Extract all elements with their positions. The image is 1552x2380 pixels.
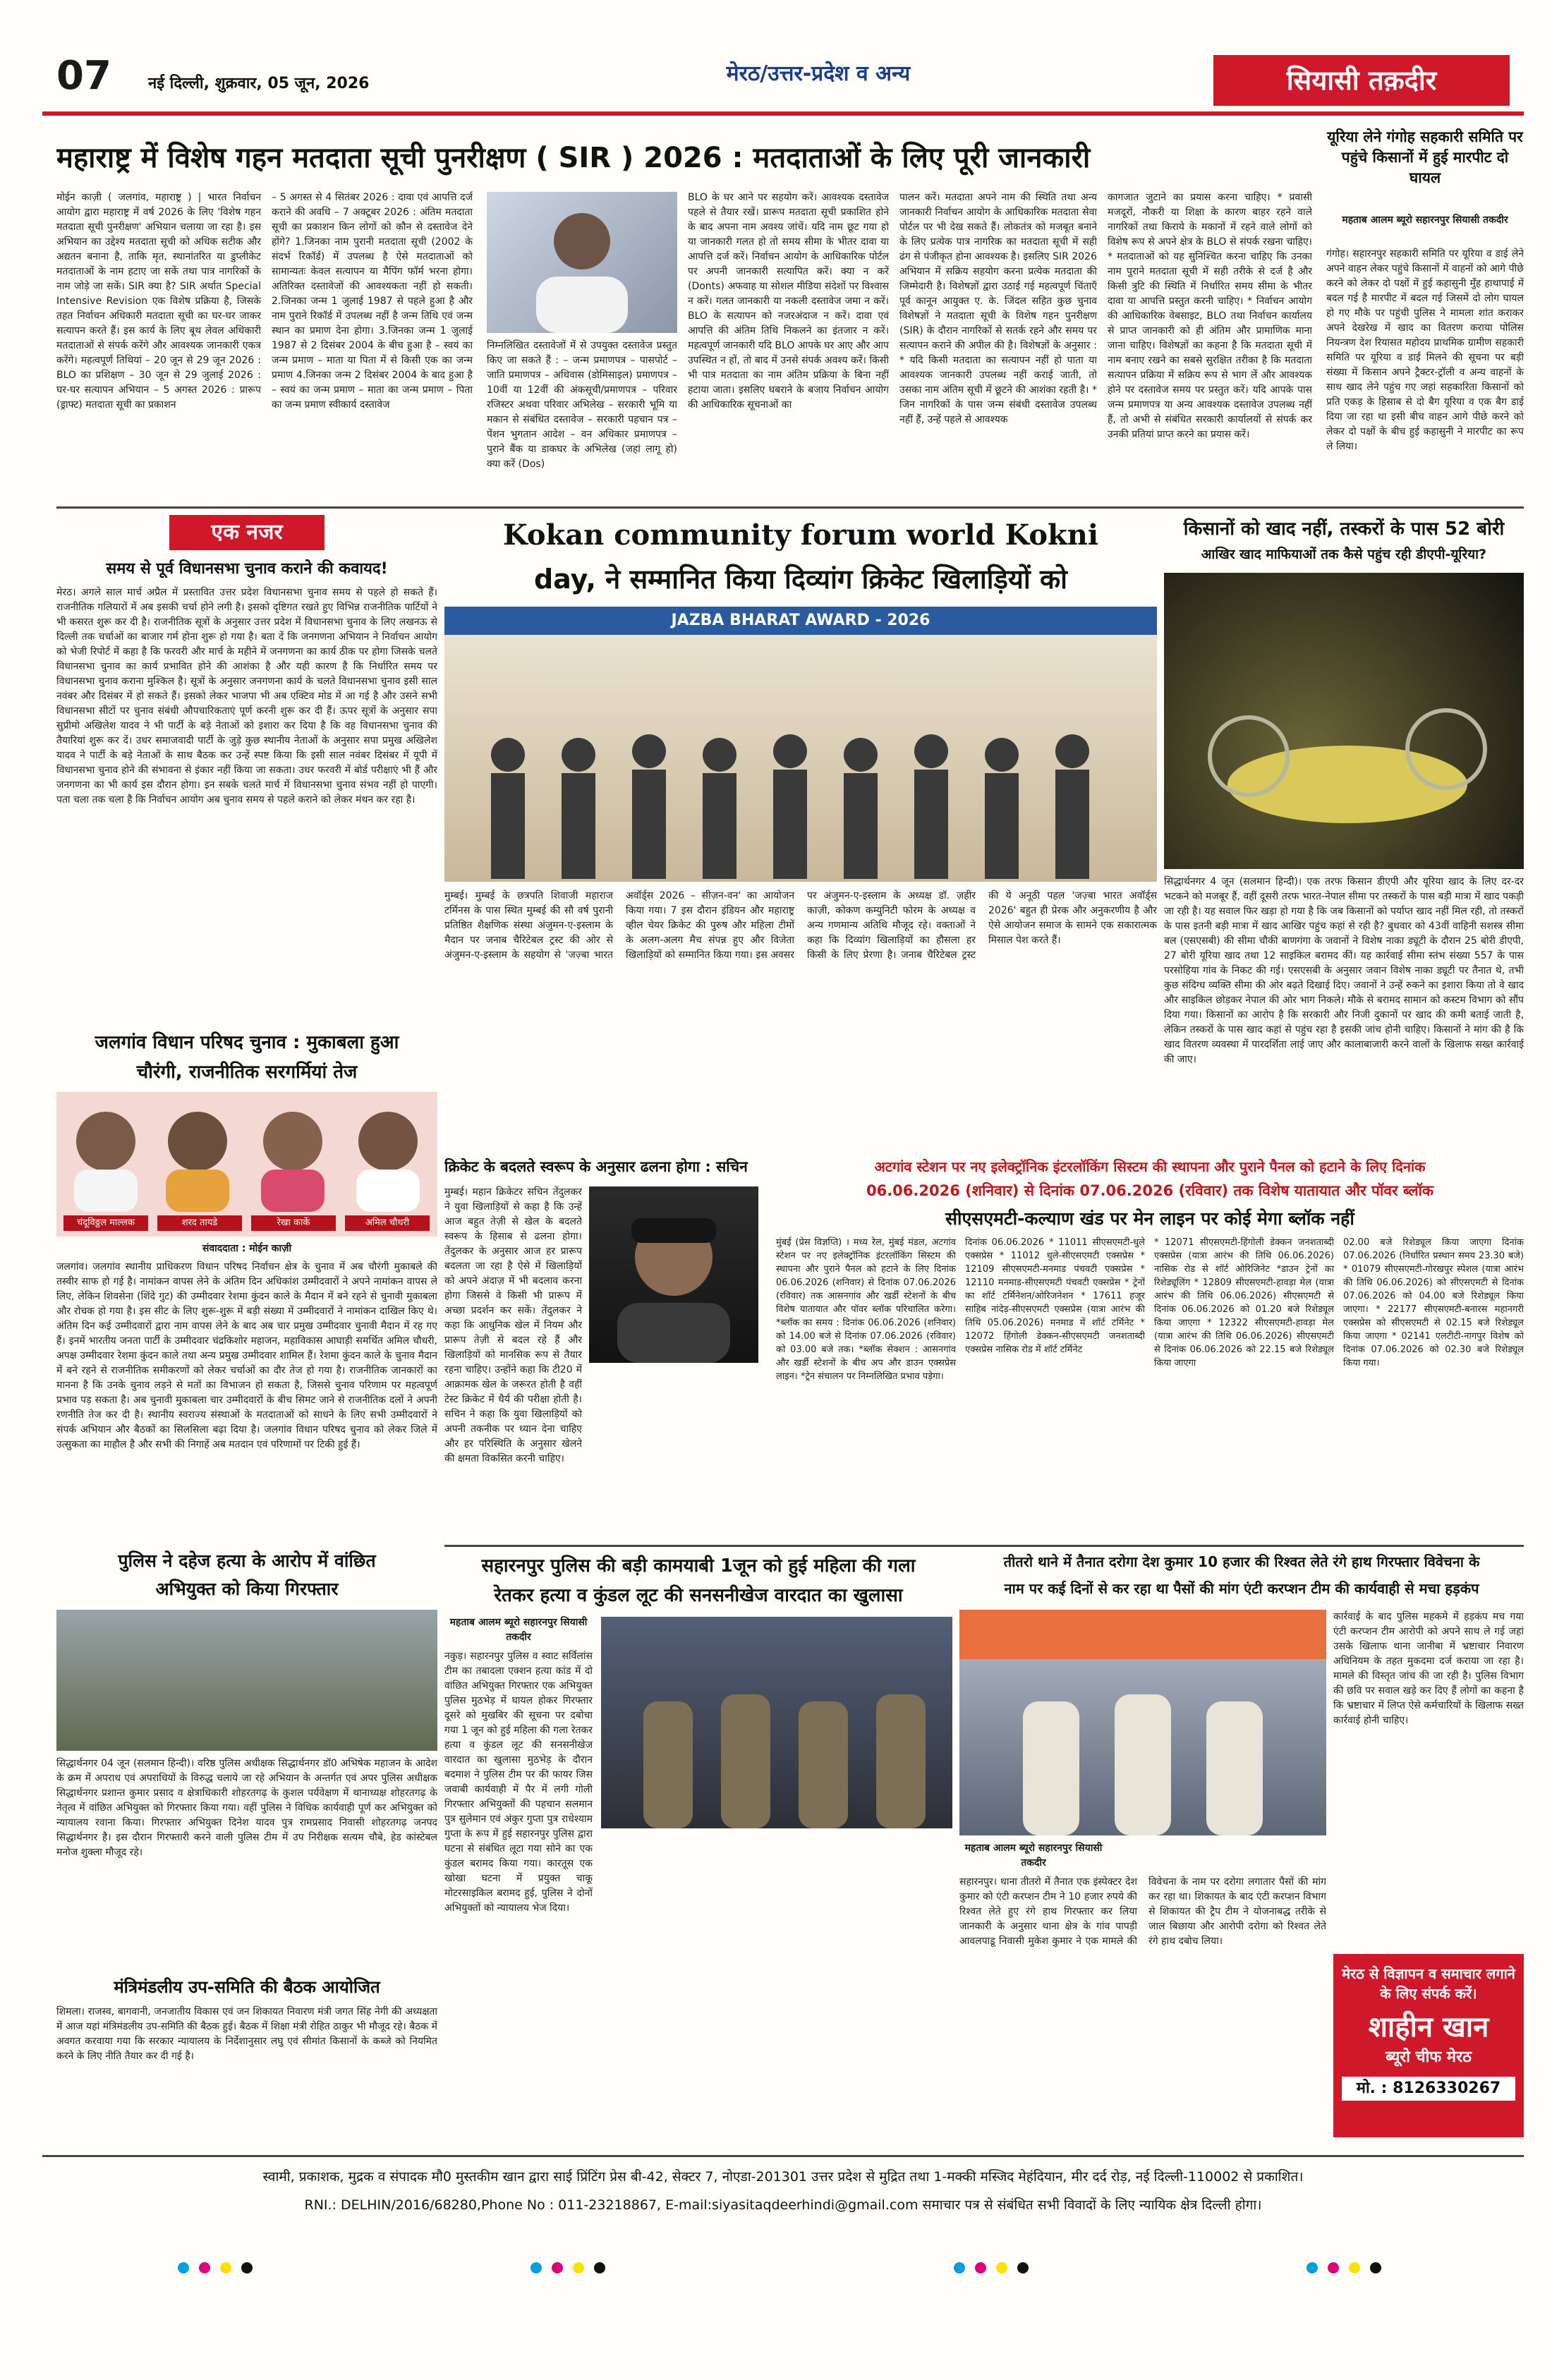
contact-advertisement <box>1333 1954 1524 2137</box>
saharanpur-body-2 <box>601 1834 952 2137</box>
candidate-name-1: चंदूविठ्ठल माल्लक <box>63 1215 148 1231</box>
arrest-photo <box>959 1610 1326 1835</box>
teetro-body: सहारनपुर। थाना तीतरो में तैनात एक इंस्पेक्टर देश कुमार को एंटी करप्शन टीम ने 10 हजार रुपये की रिश्वत लेते हुए रंगे हाथ गिरफ्तार कर लिया जानकारी के अनुसार थाना क्षेत्र के गांव पापड़ी आवलपाडू निवासी मुकेश कुमार ने एक मामले की विवेचना के नाम पर दरोगा लगातार पैसों की मांग कर रहा था। शिकायत के बाद एंटी करप्शन विभाग से शिकायत की ट्रैप टीम ने योजनाबद्ध तरीके से जाल बिछाया और आरोपी दरोगा को रिश्वत लेते रंगे हाथ दबोच लिया। <box>959 1876 1326 1947</box>
mantri-headline: मंत्रिमंडलीय उप-समिति की बैठक आयोजित <box>114 1977 380 1997</box>
sidebar-headline: यूरिया लेने गंगोह सहकारी समिति पर पहुंचे किसानों में हुई मारपीट दो घायल <box>1327 128 1523 186</box>
masthead-brand: सियासी तक़दीर <box>1213 55 1510 106</box>
award-group-silhouettes <box>444 607 1157 882</box>
kokan-body: मुम्बई। मुम्बई के छत्रपति शिवाजी महाराज टर्मिनस के पास स्थित मुम्बई की सौ वर्ष पुरानी प्रतिष्ठित शैक्षणिक संस्था अंजुमन-ए-इस्लाम के मैदान पर जनाब चैरिटेबल ट्रस्ट की ओर से अंजुमन-ए-इस्लाम के सहयोग से 'जज़्बा भारत अवॉर्ड्स 2026 – सीज़न-वन' का आयोजन किया गया। 7 इस दौरान इंडियन और महाराष्ट्र व्हील चेयर क्रिकेट की पुरुष और महिला टीमों के अलग-अलग मैच संपन्न हुए और विजेता खिलाड़ियों को सम्मानित किया गया। इस अवसर पर अंजुमन-ए-इस्लाम के अध्यक्ष डॉ. ज़हीर काज़ी, कोकण कम्युनिटी फोरम के अध्यक्ष व अन्य गणमान्य अतिथि मौजूद रहे। वक्ताओं ने कहा कि दिव्यांग खिलाड़ियों का हौसला हर किसी के लिए प्रेरणा है। जनाब चैरिटेबल ट्रस्ट की ये अनूठी पहल 'जज़्बा भारत अवॉर्ड्स 2026' बहुत ही प्रेरक और अनुकरणीय है और ऐसे आयोजन समाज के सामने एक सकारात्मक मिसाल पेश करते हैं। <box>444 890 1157 961</box>
railway-headline-1: अटगांव स्टेशन पर नए इलेक्ट्रॉनिक इंटरलॉकिंग सिस्टम की स्थापना और पुराने पैनल को हटाने के लिए दिनांक <box>874 1158 1426 1175</box>
sachin-photo <box>589 1186 758 1363</box>
jalgaon-byline: संवाददाता : मोईन काज़ी <box>202 1243 292 1254</box>
accused-press-photo <box>601 1617 952 1828</box>
kokan-headline-1: Kokan community forum world Kokni <box>502 518 1099 552</box>
person-with-cap-icon <box>589 1186 758 1363</box>
section-divider <box>56 506 1524 509</box>
ad-name: शाहीन खान <box>1368 2011 1489 2044</box>
award-banner: JAZBA BHARAT AWARD - 2026 <box>444 607 1157 635</box>
sidebar-byline: महताब आलम ब्यूरो सहारनपुर सियासी तकदीर <box>1342 214 1508 226</box>
mantri-body: शिमला। राजस्व, बागवानी, जनजातीय विकास एवं जन शिकायत निवारण मंत्री जगत सिंह नेगी की अध्यक्षता में आज यहां मंत्रिमंडलीय उप-समिति की बैठक हुई। बैठक में शिक्षा मंत्री रोहित ठाकुर भी मौजूद रहे। बैठक में अवगत करवाया गया कि सरकार न्यायालय के निर्देशानुसार लघु एवं सीमांत किसानों के कब्जे को नियमित करने के लिए नीति तैयार कर दी गई है। <box>56 2006 437 2062</box>
kisan-headline-2: आखिर खाद माफियाओं तक कैसे पहुंच रही डीएपी-यूरिया? <box>1201 547 1487 562</box>
header-rule <box>42 111 1524 116</box>
issue-date: नई दिल्ली, शुक्रवार, 05 जून, 2026 <box>148 75 370 92</box>
officials-silhouettes <box>959 1610 1326 1835</box>
jalgaon-body: जलगांव। जलगांव स्थानीय प्राधिकरण विधान परिषद निर्वाचन क्षेत्र के चुनाव में अब चौरंगी मुकाबले की तस्वीर साफ हो गई है। नामांकन वापस लेने के अंतिम दिन अधिकांश उम्मीदवारों ने अपने नामांकन वापस ले लिए, लेकिन शिवसेना (शिंदे गुट) की उम्मीदवार रेशमा कुंदन काले के मैदान में बने रहने से चुनावी मुकाबला और रोचक हो गया है। इस सीट के लिए शुरू-शुरू में बड़ी संख्या में उम्मीदवारों ने नामांकन दाखिल किए थे। अंतिम दिन कई उम्मीदवारों द्वारा नाम वापस लेने के बाद अब चार प्रमुख उम्मीदवार चुनावी मैदान में रह गए हैं। इनमें भारतीय जनता पार्टी के उम्मीदवार चंद्रकिशोर महाजन, महाविकास आघाड़ी समर्थित अमिल चौधरी, अपक्ष उम्मीदवार रेशमा कुंदन काले तथा अन्य प्रमुख उम्मीदवार शामिल हैं। रेशमा कुंदन काले के चुनाव मैदान में बने रहने से राजनीतिक समीकरणों को लेकर चर्चाओं का दौर तेज हो गया है। राजनीतिक जानकारों का मानना है कि उनके चुनाव लड़ने से मतों का विभाजन हो सकता है, जिससे चुनाव परिणाम पर महत्वपूर्ण प्रभाव पड़ सकता है। अब चुनावी मुकाबला चार उम्मीदवारों के बीच सिमट जाने से राजनीतिक दलों ने अपनी रणनीति तेज कर दी है। स्थानीय स्वराज्य संस्थाओं के मतदाताओं को साधने के लिए सभी उम्मीदवारों ने संपर्क अभियान और बैठकों का सिलसिला बढ़ा दिया है। जलगांव विधान परिषद चुनाव को लेकर जिले में उत्सुकता का माहौल है और सभी की निगाहें अब मतदान एवं परिणामों पर टिकी हुई हैं। <box>56 1261 437 1450</box>
ek-nazar-headline: समय से पूर्व विधानसभा चुनाव कराने की कवायद! <box>106 560 388 578</box>
lead-headline: महाराष्ट्र में विशेष गहन मतदाता सूची पुनरीक्षण ( SIR ) 2026 : मतदाताओं के लिए पूरी जानकारी <box>56 142 1091 174</box>
person-silhouette-icon <box>487 192 677 333</box>
lead-column-3: निम्नलिखित दस्तावेजों में से उपयुक्त दस्तावेज प्रस्तुत किए जा सकते हैं : – जन्म प्रमाणपत्र – पासपोर्ट – जाति प्रमाणपत्र – अधिवास (डोमिसाइल) प्रमाणपत्र – 10वीं या 12वीं की अंकसूची/प्रमाणपत्र – परिवार रजिस्टर अथवा परिवार अभिलेख – सरकारी भूमि या मकान से संबंधित दस्तावेज – सरकारी पहचान पत्र – पेंशन भुगतान आदेश – वन अधिकार प्रमाणपत्र – पुराने बैंक या डाकघर के अभिलेख (जहां लागू हो) क्या करें (Dos) <box>487 340 677 470</box>
candidate-portraits <box>56 1092 437 1212</box>
section-title: मेरठ/उत्तर-प्रदेश व अन्य <box>726 61 911 86</box>
lead-column-2: – 5 अगस्त से 4 सितंबर 2026 : दावा एवं आपत्ति दर्ज कराने की अवधि – 7 अक्टूबर 2026 : अंतिम मतदाता सूची का प्रकाशन किन लोगों को कौन से दस्तावेज देने होंगे? 1.जिनका नाम पुरानी मतदाता सूची (2002 के संदर्भ रिकॉर्ड) में उपलब्ध है ऐसे मतदाताओं को सामान्यतः केवल सत्यापन या मैपिंग फॉर्म भरना होगा। अतिरिक्त दस्तावेजों की आवश्यकता नहीं हो सकती। 2.जिनका जन्म 1 जुलाई 1987 से पहले हुआ है और नाम पुराने रिकॉर्ड में उपलब्ध नहीं है जन्म तिथि एवं जन्म स्थान का प्रमाण देना होगा। 3.जिनका जन्म 1 जुलाई 1987 से 2 दिसंबर 2004 के बीच हुआ है – स्वयं का जन्म प्रमाण – माता या पिता में से किसी एक का जन्म प्रमाण 4.जिनका जन्म 2 दिसंबर 2004 के बाद हुआ है – स्वयं का जन्म प्रमाण – माता का जन्म प्रमाण – पिता का जन्म प्रमाण स्वीकार्य दस्तावेज <box>272 192 473 411</box>
color-registration-marks <box>42 2257 1524 2278</box>
ek-nazar-body: मेरठ। अगले साल मार्च अप्रैल में प्रस्तावित उत्तर प्रदेश विधानसभा चुनाव समय से पहले हो सकते हैं। राजनीतिक गलियारों में अब इसकी चर्चा होने लगी है। इसको दृष्टिगत रखते हुए विभिन्न राजनीतिक पार्टियों ने भी कसरत शुरू कर दी है। राजनीतिक सूत्रों के अनुसार उत्तर प्रदेश में विधानसभा चुनाव के लिए लखनऊ से दिल्ली तक चर्चाओं का बाजार गर्म होना शुरू हो गया है। बता दें कि जनगणना अभियान ने निर्वाचन आयोग को भेजी रिपोर्ट में कहा है कि फरवरी और मार्च के महीने में जनगणना का कार्य ठीक पर होगा जिसके चलते विधानसभा चुनाव का कार्य प्रभावित होने की आशंका है और यही कारण है कि निर्धारित समय पर विधानसभा चुनाव कराना मुश्किल है। सूत्रों के अनुसार जनगणना कार्य के चलते विधानसभा चुनाव इसी साल नवंबर और दिसंबर में हो सकते हैं। इसको लेकर भाजपा भी अब एक्टिव मोड में आ गई है और उसने सभी विधानसभा सीटों पर चुनाव संबंधी औपचारिकताएं पूर्ण करनी शुरू कर दी हैं। ऊपर सूत्रों के अनुसार सपा सुप्रीमो अखिलेश यादव ने भी पार्टी के बड़े नेताओं को इशारा कर दिया है कि वह विधानसभा चुनाव की तैयारियां शुरू कर दें। उधर समाजवादी पार्टी के जुड़े कुछ स्थानीय नेताओं के अनुसार सपा प्रमुख अखिलेश यादव ने पार्टी के बड़े नेताओं के साथ बैठक कर उन्हें स्पष्ट किया कि इसी साल नवंबर दिसंबर में यूपी में विधानसभा चुनाव होने की संभावना से इंकार नहीं किया जा सकता। उधर फरवरी में बोर्ड परीक्षाएं भी हैं और जनगणना का भी कार्य इस दौरान होगा। इन सबके चलते मार्च में विधानसभा चुनाव संभव नहीं हो पाएगी। पता चला तक चला है कि निर्वाचन आयोग अब चुनाव समय से पहले कराने को लेकर मंथन कर रहा है। <box>56 587 437 806</box>
candidate-name-3: रेखा कार्के <box>251 1215 336 1231</box>
railway-headline-2: 06.06.2026 (शनिवार) से दिनांक 07.06.2026 (रविवार) तक विशेष यातायात और पॉवर ब्लॉक <box>866 1182 1434 1199</box>
saharanpur-body: नकुड़। सहारनपुर पुलिस व स्वाट सर्विलांस टीम का तबादला एक्शन हत्या कांड में दो वांछित अभियुक्त गिरफ्तार एक अभियुक्त पुलिस मुठभेड़ में घायल होकर गिरफ्तार दूसरे को मुखबिर की सूचना पर दबोचा गया 1 जून को हुई महिला की गला रेतकर हत्या व कुंडल लूट की सनसनीखेज वारदात का खुलासा मुठभेड़ के दौरान बदमाश ने पुलिस टीम पर की फायर जिस जवाबी कार्यवाही में पैर में लगी गोली गिरफ्तार अभियुक्तों की पहचान सलमान पुत्र सुलेमान एवं अंकुर गुप्ता पुत्र राधेश्याम गुप्ता के रूप में हुई सहारनपुर पुलिस द्वारा घटना से संबंधित लूटा गया सोने का एक कुंडल बरामद किया गया। कारतूस एक खोखा घटना में प्रयुक्त चाकू मोटरसाइकिल बरामद हुई, पुलिस ने दोनों अभियुक्तों को न्यायालय भेज दिया। <box>444 1651 593 1914</box>
saharanpur-headline-2: रेतकर हत्या व कुंडल लूट की सनसनीखेज वारदात का खुलासा <box>494 1585 903 1606</box>
fertilizer-seizure-photo <box>1164 573 1524 869</box>
footer-rule <box>42 2155 1524 2157</box>
railway-column-2: दिनांक 06.06.2026 * 11011 सीएसएमटी-धुले एक्सप्रेस * 11012 धुले-सीएसएमटी एक्सप्रेस * 12109 सीएसएमटी-मनमाड पंचवटी एक्सप्रेस * 12110 मनमाड-सीएसएमटी पंचवटी एक्सप्रेस * ट्रेनों का शॉर्ट टर्मिनेशन/ओरिजनेशन * 17611 हजूर साहिब नांदेड़-सीएसएमटी एक्सप्रेस (यात्रा आरंभ की तिथि 05.06.2026) मनमाड में शॉर्ट टर्मिनेट * 12072 हिंगोली डेक्कन-सीएसएमटी जनशताब्दी एक्सप्रेस नासिक रोड में शॉर्ट टर्मिनेट <box>965 1237 1145 1355</box>
footer-imprint: स्वामी, प्रकाशक, मुद्रक व संपादक मौ0 मुस्तकीम खान द्वारा साई प्रिंटिंग प्रेस बी-42, सेक्टर 7, नोएडा-201301 उत्तर प्रदेश से मुद्रित तथा 1-मक्की मस्जिद मेहंदियान, मीर दर्द रोड़, नई दिल्ली-110002 से प्रकाशित। <box>262 2169 1304 2185</box>
sachin-body: मुम्बई। महान क्रिकेटर सचिन तेंदुलकर ने युवा खिलाड़ियों से कहा है कि उन्हें आज बहुत तेज़ी से खेल के बदलते स्वरूप के हिसाब से ढलना होगा। तेंदुलकर के अनुसार आज हर प्रारूप बदलता जा रहा है ऐसे में खिलाड़ियों को अपने अंदाज़ में भी बदलाव करना होगा जिससे वे किसी भी प्रारूप में अच्छा प्रदर्शन कर सकें। तेंदुलकर ने कहा कि आधुनिक खेल में नियम और प्रारूप तेज़ी से बदल रहे हैं और खिलाड़ियों को मानसिक रूप से तैयार रहना चाहिए। उन्होंने कहा कि टी20 में आक्रामक खेल के जरूरत होती है वहीं टेस्ट क्रिकेट में धैर्य की परीक्षा होती है। सचिन ने कहा कि युवा खिलाड़ियों को अपनी तकनीक पर ध्यान देना चाहिए और हर परिस्थिति के अनुसार खेलने की क्षमता विकसित करनी चाहिए। <box>444 1186 582 1464</box>
railway-column-3: * 12071 सीएसएमटी-हिंगोली डेक्कन जनशताब्दी एक्सप्रेस (यात्रा आरंभ की तिथि 06.06.2026) नासिक रोड से शॉर्ट ओरिजिनेट *डाउन ट्रेनों का रिशेड्यूलिंग * 12809 सीएसएमटी-हावड़ा मेल (यात्रा आरंभ की तिथि 06.06.2026) सीएसएमटी से दिनांक 06.06.2026 को 01.20 बजे रिशेड्यूल किया जाएगा * 12322 सीएसएमटी-हावड़ा मेल (यात्रा आरंभ की तिथि 06.06.2026) सीएसएमटी से दिनांक 06.06.2026 को 22.15 बजे रिशेड्यूल किया जाएगा <box>1154 1237 1334 1368</box>
lead-column-4: BLO के घर आने पर सहयोग करें। आवश्यक दस्तावेज पहले से तैयार रखें। प्रारूप मतदाता सूची प्रकाशित होने के बाद अपना नाम अवश्य जांचें। यदि नाम छूट गया हो या जानकारी गलत हो तो समय सीमा के भीतर दावा या आपत्ति दर्ज करें। निर्वाचन आयोग के आधिकारिक पोर्टल पर अपनी जानकारी सत्यापित करें। क्या न करें (Donts) अफवाह या सोशल मीडिया संदेशों पर विश्वास न करें। गलत जानकारी या नकली दस्तावेज जमा न करें। BLO के सत्यापन को नजरअंदाज न करें। दावा एवं आपत्ति की अंतिम तिथि निकलने का इंतजार न करें। महत्वपूर्ण जानकारी यदि BLO आपके घर आए और आप उपस्थित न हों, तो बाद में उनसे संपर्क अवश्य करें। किसी भी पात्र मतदाता का नाम अंतिम प्रक्रिया के बिना नहीं हटाया जाता। इसलिए घबराने के बजाय निर्वाचन आयोग की आधिकारिक सूचनाओं का <box>688 192 889 411</box>
saharanpur-byline: महताब आलम ब्यूरो सहारनपुर सियासी तकदीर <box>449 1617 588 1643</box>
reporter-photo <box>487 192 677 333</box>
railway-column-1: मुंबई (प्रेस विज्ञप्ति) । मध्य रेल, मुंबई मंडल, अटगांव स्टेशन पर नए इलेक्ट्रॉनिक इंटरलॉकिंग सिस्टम की स्थापना और पुराने पैनल को हटाने के लिए दिनांक 06.06.2026 (शनिवार) से दिनांक 07.06.2026 (रविवार) तक आसनगांव और खर्डी स्टेशनों के बीच विशेष यातायात और पॉवर ब्लॉक परिचालित करेगा। *ब्लॉक का समय : दिनांक 06.06.2026 (शनिवार) को 14.00 बजे से दिनांक 07.06.2026 (रविवार) को 03.00 बजे तक। *ब्लॉक सेक्शन : आसनगांव और खर्डी स्टेशनों के बीच अप और डाउन एक्सप्रेस लाइन। *ट्रेन संचालन पर निम्नलिखित प्रभाव पड़ेगा। <box>776 1237 956 1382</box>
candidate-name-4: अमिल चौधरी <box>345 1215 430 1231</box>
police-photo <box>56 1610 437 1751</box>
ad-title: ब्यूरो चीफ मेरठ <box>1386 2048 1472 2066</box>
police-headline-2: अभियुक्त को किया गिरफ्तार <box>155 1579 339 1599</box>
lower-divider <box>444 1545 1524 1547</box>
kisan-body: सिद्धार्थनगर 4 जून (सलमान हिन्दी)। एक तरफ किसान डीएपी और यूरिया खाद के लिए दर-दर भटकने को मजबूर हैं, वहीं दूसरी तरफ भारत-नेपाल सीमा पर तस्करों के पास बड़ी मात्रा में खाद पकड़ी जा रही है। यह सवाल फिर खड़ा हो गया है कि जब किसानों को पर्याप्त खाद नहीं मिल रही, तो तस्करों के पास इतनी बड़ी मात्रा में खाद आखिर पहुंच कहां से रही है? बुधवार को 43वीं वाहिनी सशस्त्र सीमा बल (एसएसबी) की सीमा चौकी बाणगंगा के जवानों ने विशेष नाका ड्यूटी के दौरान 25 बोरी डीएपी, 27 बोरी यूरिया खाद तथा 12 साइकिल बरामद कीं। यह कार्रवाई सीमा स्तंभ संख्या 557 के पास परसोहिया गांव के निकट की गई। एसएसबी के अनुसार जवान विशेष नाका ड्यूटी पर तैनात थे, तभी कुछ संदिग्ध व्यक्ति सीमा की ओर बढ़ते दिखाई दिए। जवानों ने उन्हें रुकने का इशारा किया तो वे खाद और साइकिल छोड़कर नेपाल की ओर भाग निकले। मौके से बरामद सामान को कस्टम विभाग को सौंप दिया गया। किसानों का आरोप है कि सरकारी और निजी दुकानों पर खाद की कमी बताई जाती है, लेकिन तस्करों के पास खाद कहां से पहुंच रहा है इसकी जांच होनी चाहिए। किसानों ने मांग की है कि खाद वितरण व्यवस्था में पारदर्शिता लाई जाए और कालाबाजारी करने वालों के खिलाफ सख्त कार्रवाई की जाए। <box>1164 876 1524 1065</box>
police-headline-1: पुलिस ने दहेज हत्या के आरोप में वांछित <box>118 1550 376 1571</box>
teetro-continued: कार्रवाई के बाद पुलिस महकमे में हड़कंप मच गया एंटी करप्शन टीम आरोपी को अपने साथ ले गई जहां उसके खिलाफ थाना जानीबा में भ्रष्टाचार निवारण अधिनियम के तहत मुकदमा दर्ज कराया जा रहा है। मामले की विस्तृत जांच की जा रही है। पुलिस विभाग की छवि पर सवाल खड़े कर दिए हैं लोगों का कहना है कि भ्रष्टाचार में लिप्त ऐसे कर्मचारियों के खिलाफ सख्त कार्रवाई होनी चाहिए। <box>1333 1611 1524 1726</box>
teetro-byline: महताब आलम ब्यूरो सहारनपुर सियासी तकदीर <box>964 1842 1103 1869</box>
kokan-headline-2: day, ने सम्मानित किया दिव्यांग क्रिकेट खिलाड़ियों को <box>533 564 1067 595</box>
ek-nazar-label: एक नजर <box>169 515 325 550</box>
railway-column-4: 02.00 बजे रिशेड्यूल किया जाएगा दिनांक 07.06.2026 (निर्धारित प्रस्थान समय 23.30 बजे) * 01079 सीएसएमटी-गोरखपुर स्पेशल (यात्रा आरंभ की तिथि 06.06.2026) को सीएसएमटी से दिनांक 07.06.2026 को 04.00 बजे रिशेड्यूल किया जाएगा। * 22177 सीएसएमटी-बनारस महानगरी एक्सप्रेस को सीएसएमटी से 02.15 बजे रिशेड्यूल किया जाएगा * 02141 एलटीटी-नागपुर विशेष को दिनांक 07.06.2026 को 02.30 बजे रिशेड्यूल किया गया। <box>1343 1237 1524 1368</box>
bicycles-and-sacks-image <box>1164 573 1524 869</box>
ad-tagline: मेरठ से विज्ञापन व समाचार लगाने के लिए संपर्क करें। <box>1342 1965 1515 2002</box>
sidebar-body: गंगोह। सहारनपुर सहकारी समिति पर यूरिया व डाई लेने अपने वाहन लेकर पहुंचे किसानों में वाहनों को आगे पीछे करने को लेकर दो पक्षों में हुई कहासुनी मुँह हाथापाई में बदल गई है मारपीट में बदल गई जिसमें दो लोग घायल हो गए मौके पर पहुंची पुलिस ने मामला शांत कराकर अपने देखरेख में खाद का वितरण कराया पोलिस नियन्त्रण देश रियासत महोदय प्राथमिक ग्रामीण सहकारी समिति पर यूरिया व डाई मिलने की सूचना पर बड़ी संख्या में किसान अपने ट्रैक्टर-ट्रॉली व अन्य वाहनों के साथ खाद लेने पहुंच गए जहां सहकारिता किसानों को प्रति एकड़ के हिसाब से दो बैग यूरिया व एक बैग डाई दिया जा रहा था इसी बीच वाहन आगे पीछे करने को लेकर दो पक्षों के बीच हुई कहासुनी ने मारपीट का रूप ले लिया। <box>1326 248 1524 452</box>
print-registration-bar <box>42 2257 1524 2278</box>
teetro-headline-1: तीतरो थाने में तैनात दरोगा देश कुमार 10 हजार की रिश्वत लेते रंगे हाथ गिरफ्तार विवेचना के <box>1003 1553 1480 1570</box>
jalgaon-headline-1: जलगांव विधान परिषद चुनाव : मुकाबला हुआ <box>95 1032 399 1053</box>
sachin-headline: क्रिकेट के बदलते स्वरूप के अनुसार ढलना होगा : सचिन <box>444 1158 748 1175</box>
candidates-photo <box>56 1092 437 1237</box>
award-photo <box>444 607 1157 882</box>
lead-column-1: मोईन काज़ी ( जलगांव, महाराष्ट्र ) | भारत निर्वाचन आयोग द्वारा महाराष्ट्र में वर्ष 2026 के लिए 'विशेष गहन मतदाता सूची पुनरीक्षण' अभियान चलाया जा रहा है। इस अभियान का उद्देश्य मतदाता सूची को अधिक सटीक और अद्यतन बनाना है, ताकि मृत, स्थानांतरित या डुप्लीकेट मतदाताओं के नाम हटाए जा सकें तथा पात्र नागरिकों के नाम जोड़े जा सकें। SIR क्या है? SIR अर्थात Special Intensive Revision एक विशेष प्रक्रिया है, जिसके तहत निर्वाचन अधिकारी मतदाता सूची का घर-घर जाकर सत्यापन करते हैं। इस कार्य के लिए बूथ लेवल अधिकारी मतदाताओं से संपर्क करेंगे और आवश्यक जानकारी एकत्र करेंगे। महत्वपूर्ण तिथियां – 20 जून से 29 जून 2026 : BLO का प्रशिक्षण – 30 जून से 29 जुलाई 2026 : घर-घर सत्यापन अभियान – 5 अगस्त 2026 : प्रारूप (ड्राफ्ट) मतदाता सूची का प्रकाशन <box>56 192 261 411</box>
candidate-name-2: शरद तायडे <box>157 1215 242 1231</box>
footer-registration: RNI.: DELHIN/2016/68280,Phone No : 011-23218867, E-mail:siyasitaqdeerhindi@gmail.com समाचार पत्र से संबंधित सभी विवादों के लिए न्यायिक क्षेत्र दिल्ली होगा। <box>304 2197 1262 2213</box>
page-number: 07 <box>56 53 111 99</box>
teetro-headline-2: नाम पर कई दिनों से कर रहा था पैसों की मांग एंटी करप्शन टीम की कार्यवाही से मचा हड़कंप <box>1004 1580 1479 1597</box>
police-group-silhouettes <box>601 1617 952 1828</box>
ad-phone: मो. : 8126330267 <box>1342 2077 1515 2101</box>
police-body: सिद्धार्थनगर 04 जून (सलमान हिन्दी)। वरिष्ठ पुलिस अधीक्षक सिद्धार्थनगर डॉ0 अभिषेक महाजन के आदेश के क्रम में अपराध एवं अपराधियों के विरुद्ध चलाये जा रहे अभियान के अन्तर्गत एवं अपर पुलिस अधीक्षक सिद्धार्थनगर प्रशान्त कुमार प्रसाद व क्षेत्राधिकारी शोहरतगढ़ के कुशल पर्यवेक्षण में थानाध्यक्ष शोहरतगढ़ के नेतृत्व में वांछित अभियुक्त को गिरफ्तार किया गया। वहीं पुलिस ने विधिक कार्यवाही पूर्ण कर अभियुक्त को न्यायालय रवाना किया। गिरफ्तार अभियुक्त दिनेश यादव पुत्र रामप्रसाद निवासी शोहरतगढ़ जनपद सिद्धार्थनगर है। इस दौरान गिरफ्तारी करने वाली पुलिस टीम में उप निरीक्षक सत्यम चौबे, हेड कांस्टेबल मनोज शुक्ला मौजूद रहे। <box>56 1758 437 1858</box>
kisan-headline-1: किसानों को खाद नहीं, तस्करों के पास 52 बोरी <box>1183 518 1505 540</box>
jalgaon-headline-2: चौरंगी, राजनीतिक सरगर्मियां तेज <box>136 1062 358 1083</box>
lead-column-5: पालन करें। मतदाता अपने नाम की स्थिति तथा अन्य जानकारी निर्वाचन आयोग के आधिकारिक मतदाता सेवा पोर्टल पर भी देख सकते हैं। लोकतंत्र को मजबूत बनाने के लिए प्रत्येक पात्र नागरिक का मतदाता सूची में सही ढंग से पंजीकृत होना आवश्यक है। इसलिए SIR 2026 अभियान में सक्रिय सहयोग करना प्रत्येक मतदाता की जिम्मेदारी है। विशेषज्ञों द्वारा उठाई गई महत्वपूर्ण चिंताएँ पूर्व कानून आयुक्त ए. के. जिंदल सहित कुछ चुनाव विशेषज्ञों ने मतदाता सूची के विशेष गहन पुनरीक्षण (SIR) के दौरान नागरिकों से सतर्क रहने और समय पर सत्यापन कराने की अपील की है। विशेषज्ञों के अनुसार : * यदि किसी मतदाता का सत्यापन नहीं हो पाता या आवश्यक जानकारी उपलब्ध नहीं कराई जाती, तो उसका नाम अंतिम सूची में छूटने की आशंका रहती है। * जिन नागरिकों के पास जन्म संबंधी दस्तावेज उपलब्ध नहीं हैं, उन्हें पहले से आवश्यक <box>899 192 1097 425</box>
lead-column-6: कागजात जुटाने का प्रयास करना चाहिए। * प्रवासी मजदूरों, नौकरी या शिक्षा के कारण बाहर रहने वाले नागरिकों तथा किराये के मकानों में रहने वाले लोगों को विशेष रूप से अपने क्षेत्र के BLO से संपर्क रखना चाहिए। * मतदाताओं को यह सुनिश्चित करना चाहिए कि उनका नाम पुराने मतदाता सूची में सही तरीके से दर्ज है और किसी त्रुटि की स्थिति में निर्धारित समय सीमा के भीतर दावा या आपत्ति प्रस्तुत करनी चाहिए। * निर्वाचन आयोग की आधिकारिक वेबसाइट, BLO तथा निर्वाचन कार्यालय से प्राप्त जानकारी को ही अंतिम और प्रामाणिक माना जाना चाहिए। विशेषज्ञों का कहना है कि मतदाता सूची में नाम बनाए रखने का सबसे सुरक्षित तरीका है कि मतदाता सत्यापन प्रक्रिया में सक्रिय रूप से भाग लें और आवश्यक होने पर दस्तावेज समय पर प्रस्तुत करें। यदि आपके पास जन्म प्रमाणपत्र या अन्य आवश्यक दस्तावेज उपलब्ध नहीं हैं, तो अभी से संबंधित सरकारी कार्यालयों से संपर्क कर उनकी प्रतियां प्राप्त करने का प्रयास करें। <box>1108 192 1312 440</box>
railway-headline-3: सीएसएमटी-कल्याण खंड पर मेन लाइन पर कोई मेगा ब्लॉक नहीं <box>945 1208 1354 1229</box>
saharanpur-headline-1: सहारनपुर पुलिस की बड़ी कामयाबी 1जून को हुई महिला की गला <box>481 1555 916 1577</box>
